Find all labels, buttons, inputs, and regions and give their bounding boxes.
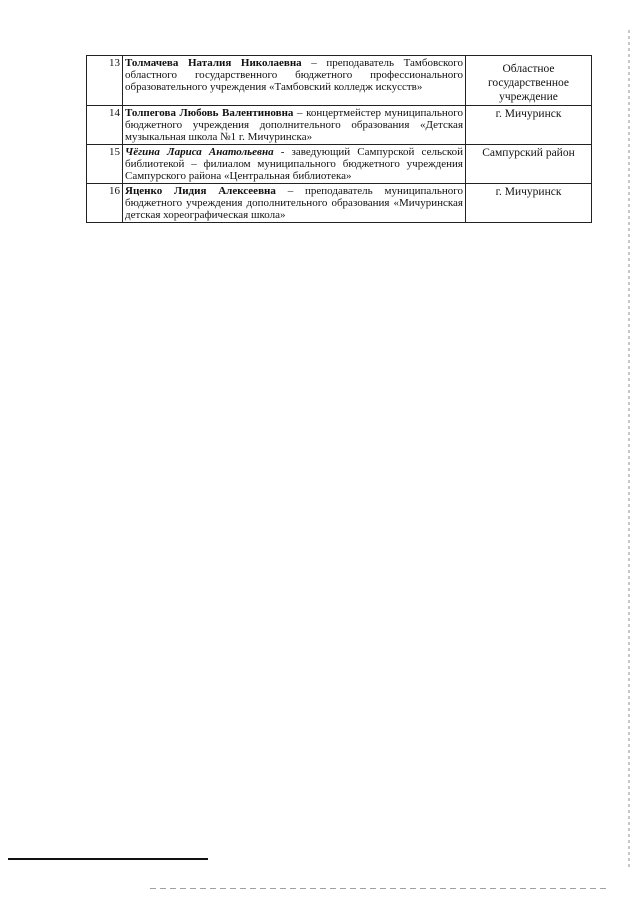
table-row bbox=[87, 56, 592, 106]
table-row bbox=[87, 106, 592, 145]
person-name: Толмачева Наталия Николаевна bbox=[125, 57, 302, 69]
table-row bbox=[87, 184, 592, 223]
name-dash: - bbox=[280, 146, 285, 158]
table-row bbox=[87, 145, 592, 184]
person-name: Чёгина Лариса Анатольевна bbox=[125, 146, 274, 158]
footer-rule bbox=[8, 858, 208, 860]
row-place: Сампурский район bbox=[466, 145, 592, 184]
row-place: г. Мичуринск bbox=[466, 106, 592, 145]
person-position: концертмейстер муниципального бюджетного учреждения дополнительного образования «Детская музыкальная школа №1 г. Мичуринска» bbox=[125, 107, 464, 143]
row-number: 13 bbox=[87, 56, 123, 106]
person-name: Толпегова Любовь Валентиновна bbox=[125, 107, 294, 119]
person-position: преподаватель Тамбовского областного государственного бюджетного профессионального образовательного учреждения «Тамбовский колледж искусств» bbox=[125, 57, 463, 93]
scan-edge-right bbox=[628, 30, 630, 870]
row-number: 14 bbox=[87, 106, 123, 145]
person-position: заведующий Сампурской сельской библиотекой – филиалом муниципального бюджетного учреждения Сампурского района «Центральная библиотека» bbox=[125, 146, 464, 182]
row-place: Областное государственное учреждение bbox=[466, 56, 592, 106]
person-position: преподаватель муниципального бюджетного учреждения дополнительного образования «Мичуринская детская хореографическая школа» bbox=[125, 185, 464, 221]
row-place: г. Мичуринск bbox=[466, 184, 592, 223]
awards-table bbox=[86, 55, 592, 223]
row-number: 16 bbox=[87, 184, 123, 223]
row-description bbox=[123, 56, 466, 106]
row-description bbox=[123, 184, 466, 223]
person-name: Яценко Лидия Алексеевна bbox=[125, 185, 276, 197]
name-dash: – bbox=[311, 57, 317, 69]
name-dash: – bbox=[287, 185, 294, 197]
row-description bbox=[123, 145, 466, 184]
row-number: 15 bbox=[87, 145, 123, 184]
row-description bbox=[123, 106, 466, 145]
name-dash: – bbox=[297, 107, 303, 119]
scan-artifact-dashes bbox=[150, 888, 610, 889]
